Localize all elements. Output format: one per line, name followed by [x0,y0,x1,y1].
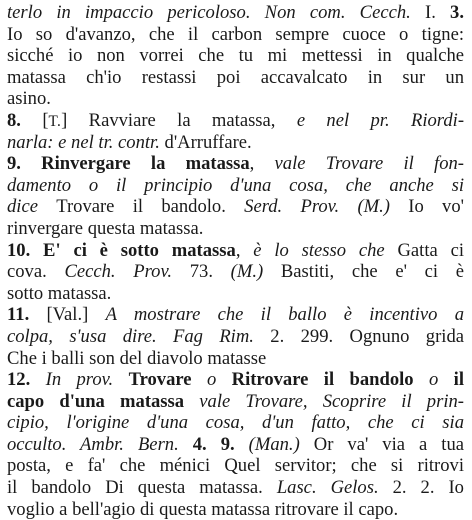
text-line [7,477,464,499]
text-segment: rinvergare questa matassa. [7,217,204,239]
text-line [7,348,464,370]
text-segment: il bandolo Di questa matassa. [7,477,277,499]
text-segment: (M.) [230,261,281,283]
text-segment: capo d'una matassa [7,390,200,412]
text-segment: ] Ravviare la matassa, [61,109,297,131]
text-segment: Gatta ci [397,239,464,261]
text-segment: Trovare [128,369,207,391]
text-segment: damento o il principio d'una cosa, che anche si [7,174,464,196]
text-segment: A mostrare che il ballo è incentivo a [105,304,464,326]
text-segment: 10. E' ci è sotto matassa [7,239,236,261]
text-segment: 2. 2. Io [392,477,464,499]
text-segment: matassa ch'io restassi poi accavalcato in sur un [7,66,464,88]
text-segment: vale Trovare, Scoprire il prin- [199,390,464,412]
text-segment: , [235,239,254,261]
text-segment: 2. 299. Ognuno grida [270,325,464,347]
text-segment: [Val.] [46,304,106,326]
text-segment: o [206,369,232,391]
text-line [7,110,464,132]
text-segment: posta, e fa' che ménici Quel servitor; che si ritrovi [7,455,464,477]
text-segment: 4. 9. [192,433,249,455]
text-segment: Cecch. Prov. [64,261,190,283]
text-line [7,2,464,24]
text-line [7,412,464,434]
text-line [7,326,464,348]
text-line [7,391,464,413]
text-line [7,369,464,391]
text-line [7,132,464,154]
text-segment: cipio, l'origine d'una cosa, d'un fatto, che ci sia [7,412,464,434]
text-segment: occulto. Ambr. Bern. [7,433,193,455]
text-segment: asino. [7,88,51,110]
text-segment: Trovare il bandolo. [56,196,245,218]
text-segment: vale Trovare il fon- [274,153,464,175]
text-segment: cova. [7,261,65,283]
text-line [7,24,464,46]
text-segment: terlo in impaccio pericoloso. Non com. Cecch. [7,2,425,23]
text-segment: Or va' via a tua [313,433,464,455]
text-line [7,304,464,326]
text-segment: Serd. Prov. (M.) [244,196,409,218]
text-line [7,455,464,477]
text-segment: Bastiti, che e' ci è [280,261,464,283]
text-segment: , [249,153,275,175]
text-segment: 8. [7,109,43,131]
text-line [7,67,464,89]
text-segment: Ritrovare il bandolo [231,369,429,391]
text-line [7,499,464,520]
text-segment: In prov. [45,369,129,391]
text-segment: 9. Rinvergare la matassa [7,153,250,175]
text-segment: Che i balli son del diavolo matasse [7,347,267,369]
text-segment: 3. [450,2,464,23]
text-segment: Lasc. Gelos. [276,477,393,499]
text-segment: voglio a bell'agio di questa matassa ritrovare il capo. [7,498,399,520]
text-segment: colpa, s'usa dire. Fag Rim. [7,325,271,347]
text-segment: Io vo' [408,196,464,218]
text-segment: narla: e nel tr. contr. [7,131,165,153]
text-segment: il [453,369,464,391]
text-segment: o [428,369,454,391]
text-line [7,434,464,456]
text-line [7,88,464,110]
text-segment: è lo stesso che [253,239,398,261]
text-line [7,218,464,240]
text-segment: T. [48,112,62,130]
text-segment: [ [42,109,49,131]
text-segment: I. [425,2,451,23]
text-line [7,261,464,283]
text-segment: (Man.) [248,433,314,455]
text-segment: 12. [7,369,46,391]
text-line [7,45,464,67]
text-segment: sicché io non vorrei che tu mi mettessi in qualche [7,45,464,67]
text-line [7,153,464,175]
text-segment: e nel pr. Riordi- [296,109,464,131]
text-segment: 73. [189,261,231,283]
text-line [7,196,464,218]
text-segment: d'Arruffare. [164,131,252,153]
text-segment: Io so d'avanzo, che il carbon sempre cuoce o tigne: [7,23,464,45]
text-line [7,175,464,197]
text-line [7,240,464,262]
text-segment: dice [7,196,57,218]
text-line [7,283,464,305]
text-segment: sotto matassa. [7,282,112,304]
text-segment: 11. [7,304,47,326]
